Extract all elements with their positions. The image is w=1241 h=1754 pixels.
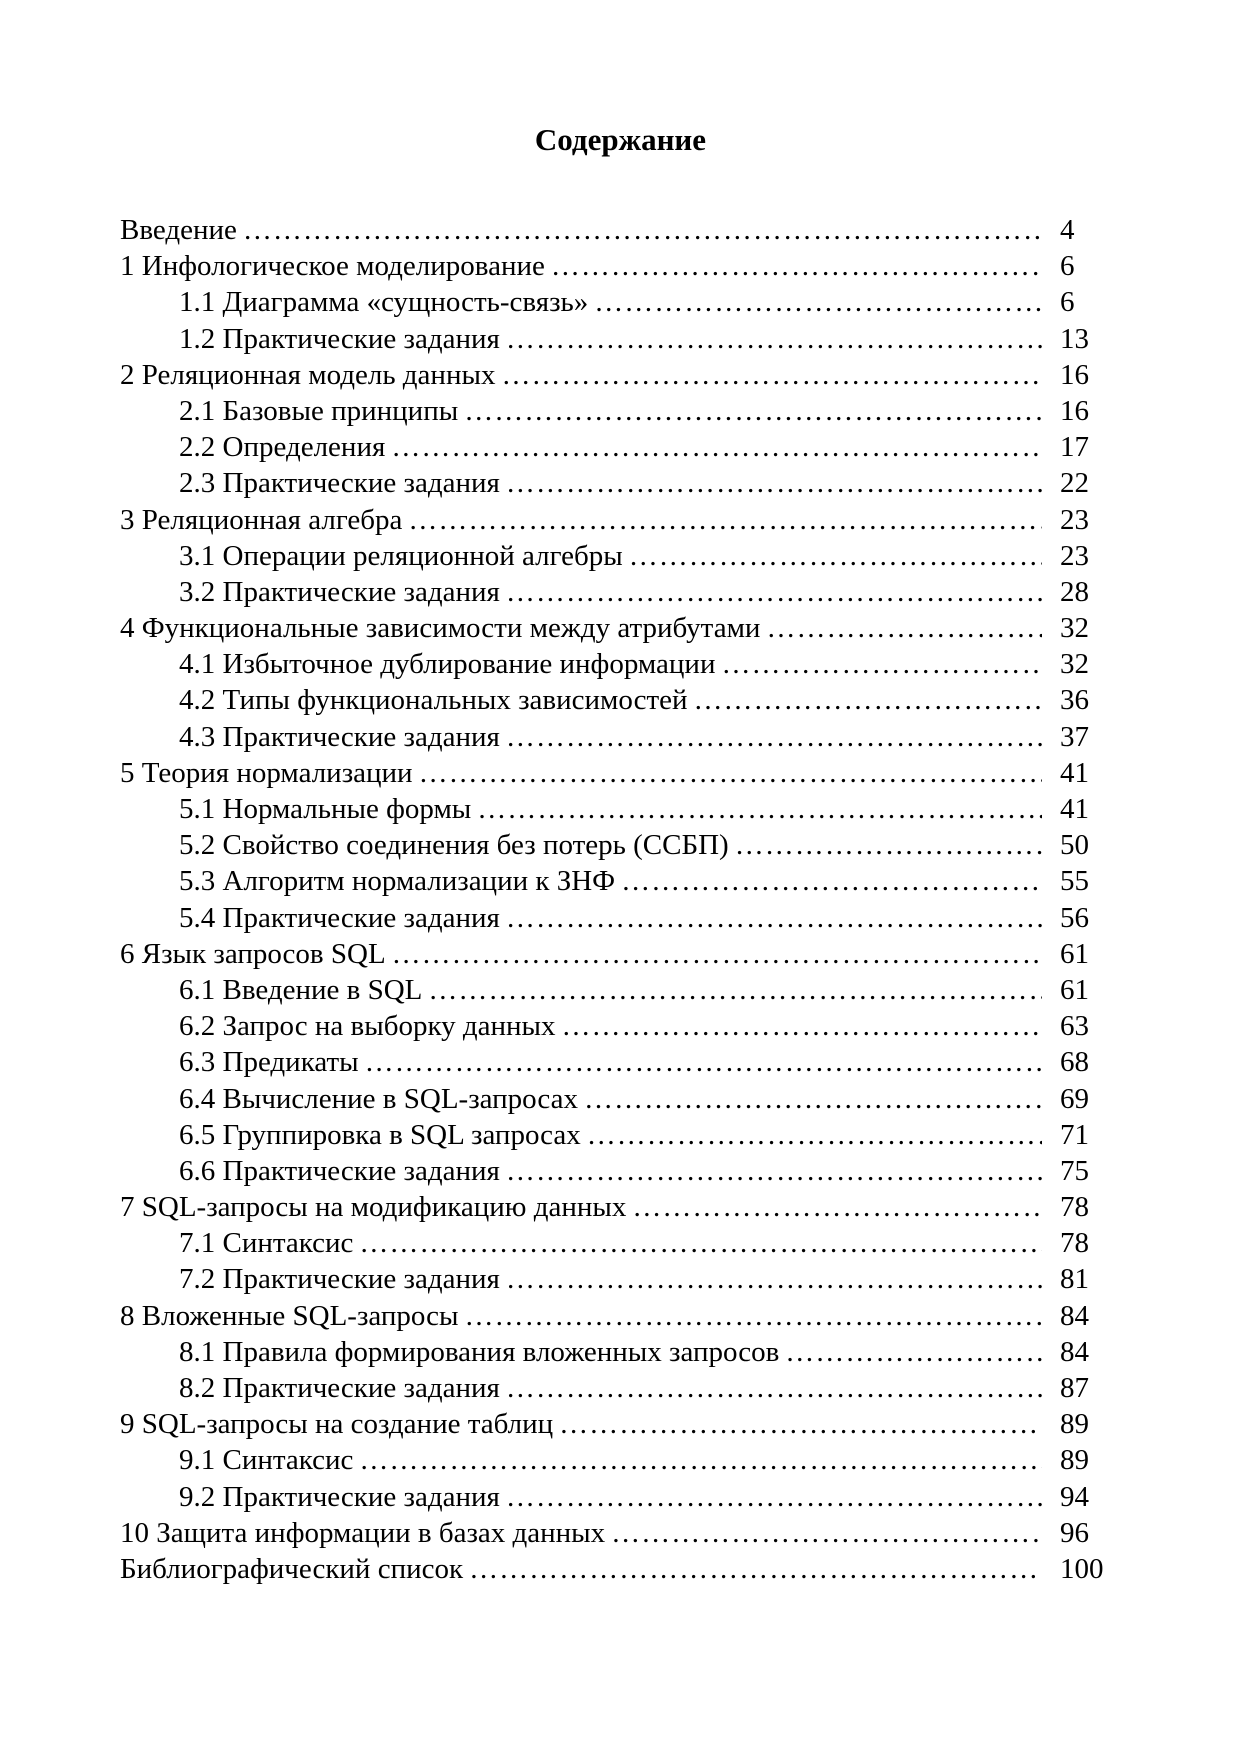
toc-entry-label: 2.1 Базовые принципы — [179, 394, 459, 427]
toc-dot-leader — [506, 465, 1042, 501]
toc-entry-leader-line — [179, 1334, 1042, 1370]
toc-entry-leader-line — [120, 357, 1042, 393]
toc-entry-page-number: 32 — [1060, 612, 1089, 645]
toc-entry[interactable] — [120, 502, 1120, 538]
toc-dot-leader — [469, 1551, 1042, 1587]
toc-entry-leader-line — [179, 1261, 1042, 1297]
toc-entry-label: 7 SQL-запросы на модификацию данных — [120, 1191, 627, 1224]
toc-dot-leader — [785, 1334, 1042, 1370]
toc-dot-leader — [629, 538, 1042, 574]
toc-entry[interactable] — [120, 1479, 1120, 1515]
toc-dot-leader — [506, 1479, 1042, 1515]
toc-entry-page-number: 13 — [1060, 322, 1089, 355]
toc-entry-label: 3.2 Практические задания — [179, 575, 500, 608]
toc-entry-page-number: 6 — [1060, 250, 1075, 283]
toc-dot-leader — [359, 1225, 1042, 1261]
toc-dot-leader — [506, 900, 1042, 936]
toc-entry-leader-line — [179, 1370, 1042, 1406]
toc-entry-label: 3 Реляционная алгебра — [120, 503, 403, 536]
toc-entry-leader-line — [120, 1406, 1042, 1442]
toc-entry-label: 8.1 Правила формирования вложенных запросов — [179, 1335, 780, 1368]
toc-dot-leader — [408, 502, 1042, 538]
toc-dot-leader — [506, 1370, 1042, 1406]
toc-entry[interactable] — [120, 248, 1120, 284]
toc-entry-page-number: 36 — [1060, 684, 1089, 717]
toc-entry-leader-line — [120, 755, 1042, 791]
toc-entry-label: 5 Теория нормализации — [120, 756, 413, 789]
toc-entry-leader-line — [120, 936, 1042, 972]
toc-entry-leader-line — [179, 574, 1042, 610]
toc-entry-page-number: 41 — [1060, 793, 1089, 825]
toc-dot-leader — [611, 1515, 1042, 1551]
toc-entry-label: 3.1 Операции реляционной алгебры — [179, 539, 623, 572]
toc-dot-leader — [506, 719, 1042, 755]
toc-entry-page-number: 71 — [1060, 1118, 1089, 1151]
toc-entry-label: 6.5 Группировка в SQL запросах — [179, 1118, 581, 1151]
toc-entry[interactable] — [120, 1261, 1120, 1297]
toc-entry-label: 6.6 Практические задания — [179, 1154, 500, 1187]
toc-entry-label: 2.3 Практические задания — [179, 467, 500, 500]
toc-dot-leader — [359, 1442, 1042, 1478]
toc-entry[interactable] — [120, 1117, 1120, 1153]
toc-entry-leader-line — [120, 1515, 1042, 1551]
toc-entry-label: 10 Защита информации в базах данных — [120, 1516, 606, 1549]
toc-dot-leader — [506, 321, 1042, 357]
toc-entry-page-number: 37 — [1060, 720, 1089, 753]
toc-entry[interactable] — [120, 863, 1120, 899]
toc-entry-page-number: 84 — [1060, 1335, 1089, 1368]
toc-dot-leader — [365, 1044, 1042, 1080]
toc-entry[interactable] — [120, 1334, 1120, 1370]
table-of-contents — [120, 212, 1120, 1587]
toc-entry-leader-line — [120, 1551, 1042, 1587]
toc-entry-leader-line — [179, 1117, 1042, 1153]
toc-entry-page-number: 78 — [1060, 1227, 1089, 1260]
toc-entry-page-number: 23 — [1060, 539, 1089, 572]
toc-entry-label: 2.2 Определения — [179, 431, 386, 464]
toc-dot-leader — [632, 1189, 1042, 1225]
toc-dot-leader — [694, 682, 1042, 718]
toc-entry[interactable] — [120, 1081, 1120, 1117]
toc-entry-leader-line — [179, 682, 1042, 718]
toc-dot-leader — [477, 791, 1042, 827]
toc-entry[interactable] — [120, 827, 1120, 863]
toc-entry[interactable] — [120, 284, 1120, 320]
toc-entry-page-number: 55 — [1060, 865, 1089, 898]
toc-entry-label: 4 Функциональные зависимости между атрибутами — [120, 612, 761, 645]
toc-entry-label: 9 SQL-запросы на создание таблиц — [120, 1408, 554, 1441]
toc-entry-label: 8.2 Практические задания — [179, 1372, 500, 1404]
toc-dot-leader — [506, 1261, 1042, 1297]
toc-entry-leader-line — [179, 393, 1042, 429]
toc-entry[interactable] — [120, 1044, 1120, 1080]
toc-dot-leader — [465, 1298, 1043, 1334]
toc-entry-leader-line — [179, 972, 1042, 1008]
toc-entry-page-number: 100 — [1060, 1552, 1104, 1585]
toc-entry-leader-line — [179, 1044, 1042, 1080]
toc-entry-page-number: 16 — [1060, 394, 1089, 427]
toc-entry-leader-line — [179, 791, 1042, 827]
toc-entry-leader-line — [120, 1298, 1042, 1334]
toc-entry-page-number: 68 — [1060, 1046, 1089, 1079]
toc-entry-page-number: 50 — [1060, 829, 1089, 862]
toc-entry[interactable] — [120, 574, 1120, 610]
toc-entry-leader-line — [179, 1225, 1042, 1261]
toc-entry-label: Введение — [120, 214, 237, 246]
toc-entry-label: 1.1 Диаграмма «сущность-связь» — [179, 286, 589, 319]
toc-entry[interactable] — [120, 321, 1120, 357]
toc-entry-page-number: 81 — [1060, 1263, 1089, 1296]
toc-entry[interactable] — [120, 465, 1120, 501]
toc-dot-leader — [506, 1153, 1042, 1189]
toc-entry-leader-line — [179, 719, 1042, 755]
toc-entry-label: 9.1 Синтаксис — [179, 1444, 354, 1477]
toc-entry-leader-line — [179, 284, 1042, 320]
toc-dot-leader — [506, 574, 1042, 610]
toc-entry-label: 7.1 Синтаксис — [179, 1227, 354, 1260]
toc-dot-leader — [551, 248, 1042, 284]
toc-entry[interactable] — [120, 936, 1120, 972]
toc-entry-label: 2 Реляционная модель данных — [120, 358, 496, 391]
toc-entry-page-number: 22 — [1060, 467, 1089, 500]
toc-entry-page-number: 96 — [1060, 1516, 1089, 1549]
toc-entry-leader-line — [120, 502, 1042, 538]
toc-entry[interactable] — [120, 1515, 1120, 1551]
toc-entry-label: 6.3 Предикаты — [179, 1046, 359, 1079]
toc-entry-page-number: 87 — [1060, 1372, 1089, 1404]
toc-entry-page-number: 17 — [1060, 431, 1089, 464]
toc-dot-leader — [594, 284, 1042, 320]
toc-dot-leader — [587, 1117, 1042, 1153]
toc-entry-page-number: 28 — [1060, 575, 1089, 608]
toc-entry-label: Библиографический список — [120, 1552, 464, 1585]
toc-entry[interactable] — [120, 791, 1120, 827]
toc-dot-leader — [766, 610, 1042, 646]
toc-dot-leader — [419, 755, 1042, 791]
toc-entry-leader-line — [120, 610, 1042, 646]
toc-entry[interactable] — [120, 1189, 1120, 1225]
toc-entry-page-number: 16 — [1060, 358, 1089, 391]
toc-dot-leader — [501, 357, 1042, 393]
toc-entry-page-number: 78 — [1060, 1191, 1089, 1224]
toc-entry-label: 7.2 Практические задания — [179, 1263, 500, 1296]
toc-entry[interactable] — [120, 646, 1120, 682]
toc-entry-label: 6 Язык запросов SQL — [120, 937, 386, 970]
toc-dot-leader — [391, 429, 1042, 465]
toc-entry[interactable] — [120, 610, 1120, 646]
toc-entry-leader-line — [179, 1081, 1042, 1117]
toc-entry-label: 6.4 Вычисление в SQL-запросах — [179, 1082, 578, 1115]
toc-entry-leader-line — [179, 1153, 1042, 1189]
toc-entry-leader-line — [179, 1008, 1042, 1044]
toc-entry[interactable] — [120, 1153, 1120, 1189]
toc-entry-leader-line — [179, 321, 1042, 357]
toc-entry-label: 4.3 Практические задания — [179, 720, 500, 753]
toc-entry-leader-line — [179, 646, 1042, 682]
toc-entry-label: 4.2 Типы функциональных зависимостей — [179, 684, 688, 717]
toc-dot-leader — [562, 1008, 1042, 1044]
toc-entry-page-number: 23 — [1060, 503, 1089, 536]
toc-entry[interactable] — [120, 1442, 1120, 1478]
toc-entry[interactable] — [120, 1298, 1120, 1334]
toc-entry[interactable] — [120, 972, 1120, 1008]
toc-dot-leader — [243, 212, 1042, 248]
toc-dot-leader — [621, 863, 1042, 899]
toc-entry[interactable] — [120, 682, 1120, 718]
toc-entry-page-number: 69 — [1060, 1082, 1089, 1115]
toc-dot-leader — [735, 827, 1042, 863]
toc-entry-leader-line — [179, 465, 1042, 501]
toc-dot-leader — [392, 936, 1042, 972]
toc-entry[interactable] — [120, 538, 1120, 574]
toc-entry-page-number: 61 — [1060, 937, 1089, 970]
toc-entry-page-number: 89 — [1060, 1444, 1089, 1477]
toc-entry-page-number: 4 — [1060, 214, 1075, 246]
toc-entry[interactable] — [120, 900, 1120, 936]
toc-dot-leader — [464, 393, 1042, 429]
toc-entry[interactable] — [120, 1406, 1120, 1442]
toc-entry[interactable] — [120, 429, 1120, 465]
toc-entry[interactable] — [120, 393, 1120, 429]
toc-entry-label: 5.4 Практические задания — [179, 901, 500, 934]
toc-entry-label: 6.1 Введение в SQL — [179, 973, 423, 1006]
toc-entry-leader-line — [179, 1442, 1042, 1478]
toc-entry[interactable] — [120, 755, 1120, 791]
toc-entry-label: 5.1 Нормальные формы — [179, 793, 472, 825]
toc-entry-page-number: 75 — [1060, 1154, 1089, 1187]
toc-dot-leader — [721, 646, 1042, 682]
toc-entry-leader-line — [120, 248, 1042, 284]
page-title: Содержание — [534, 122, 707, 157]
toc-entry-label: 5.3 Алгоритм нормализации к ЗНФ — [179, 865, 616, 898]
toc-dot-leader — [428, 972, 1042, 1008]
toc-entry-label: 9.2 Практические задания — [179, 1480, 500, 1513]
toc-entry-label: 5.2 Свойство соединения без потерь (ССБП) — [179, 829, 729, 862]
toc-entry-page-number: 56 — [1060, 901, 1089, 934]
toc-entry-leader-line — [179, 827, 1042, 863]
toc-entry-label: 1 Инфологическое моделирование — [120, 250, 545, 283]
toc-entry[interactable] — [120, 212, 1120, 248]
toc-entry-leader-line — [179, 1479, 1042, 1515]
toc-entry[interactable] — [120, 357, 1120, 393]
toc-entry[interactable] — [120, 1551, 1120, 1587]
toc-entry-page-number: 6 — [1060, 286, 1075, 319]
toc-entry-leader-line — [179, 900, 1042, 936]
toc-dot-leader — [559, 1406, 1042, 1442]
toc-entry-page-number: 63 — [1060, 1010, 1089, 1043]
toc-entry-page-number: 89 — [1060, 1408, 1089, 1441]
toc-entry-page-number: 41 — [1060, 756, 1089, 789]
toc-entry-label: 1.2 Практические задания — [179, 322, 500, 355]
toc-entry-label: 8 Вложенные SQL-запросы — [120, 1299, 459, 1332]
toc-entry-leader-line — [179, 538, 1042, 574]
toc-entry-page-number: 94 — [1060, 1480, 1089, 1513]
toc-entry-page-number: 32 — [1060, 648, 1089, 681]
toc-entry-leader-line — [179, 429, 1042, 465]
toc-entry-label: 4.1 Избыточное дублирование информации — [179, 648, 716, 681]
toc-entry-label: 6.2 Запрос на выборку данных — [179, 1010, 556, 1043]
toc-entry[interactable] — [120, 1370, 1120, 1406]
toc-dot-leader — [584, 1081, 1042, 1117]
toc-entry-page-number: 84 — [1060, 1299, 1089, 1332]
toc-entry[interactable] — [120, 1008, 1120, 1044]
toc-entry-leader-line — [120, 1189, 1042, 1225]
toc-entry-page-number: 61 — [1060, 973, 1089, 1006]
toc-entry[interactable] — [120, 719, 1120, 755]
toc-entry-leader-line — [120, 212, 1042, 248]
toc-entry[interactable] — [120, 1225, 1120, 1261]
toc-entry-leader-line — [179, 863, 1042, 899]
